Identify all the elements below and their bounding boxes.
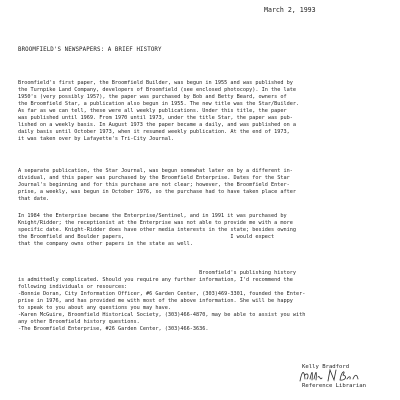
text-line: daily basis until October 1973, when it resumed weekly publication. At the end of 1973, bbox=[18, 129, 290, 135]
text-line: prise, a weekly, was begun in October 1976, so the purchase had to have taken place after bbox=[18, 189, 296, 195]
text-line: that the company owns other papers in the state as well. bbox=[18, 241, 193, 247]
text-line: In 1984 the Enterprise became the Enterprise/Sentinel, and in 1991 it was purchased by bbox=[18, 213, 287, 219]
text-line: the Broomfield Star, a publication also begun in 1955. The new title was the Star/Builder. bbox=[18, 101, 300, 107]
text-line: Broomfield's first paper, the Broomfield Builder, was begun in 1955 and was published by bbox=[18, 80, 293, 86]
text-line: following individuals or resources: bbox=[18, 284, 128, 290]
letter-date: March 2, 1993 bbox=[264, 6, 316, 14]
text-line: the Broomfield and Boulder papers, I would expect bbox=[18, 234, 275, 240]
signature-name: Kelly Bradford bbox=[302, 364, 350, 370]
text-line: -Karen McGuire, Broomfield Historical Society, (303)466-4870, may be able to assist you with bbox=[18, 312, 306, 318]
text-line: specific date. Knight-Ridder does have other media interests in the state; besides owning bbox=[18, 227, 296, 233]
text-line: any other Broomfield history questions. bbox=[18, 319, 140, 325]
text-line: A separate publication, the Star Journal, was begun somewhat later on by a different in- bbox=[18, 168, 293, 174]
text-line: Journal's beginning and for this purchase are not clear; however, the Broomfield Enter- bbox=[18, 182, 290, 188]
text-line: is admittedly complicated. Should you require any further information, I'd recommend the bbox=[18, 277, 293, 283]
text-line: the Turnpike Land Company, developers of Broomfield (see enclosed photocopy). In the late bbox=[18, 87, 296, 93]
paragraph-4 bbox=[18, 270, 386, 333]
text-line: -Bonnie Doran, City Information Officer, #6 Garden Center, (303)469-3301, founded the Enter- bbox=[18, 291, 306, 297]
text-line: As far as we can tell, these were all weekly publications. Under this title, the paper bbox=[18, 108, 287, 114]
text-line: -The Broomfield Enterprise, #26 Garden Center, (303)466-3636. bbox=[18, 326, 209, 332]
paragraph-1 bbox=[18, 80, 386, 143]
text-line: was published until 1969. From 1970 until 1973, under the title Star, the paper was pub- bbox=[18, 115, 293, 121]
text-line: Broomfield's publishing history bbox=[18, 270, 296, 276]
signature-title: Reference Librarian bbox=[302, 383, 366, 389]
text-line: that date. bbox=[18, 196, 50, 202]
letter-heading: BROOMFIELD'S NEWSPAPERS: A BRIEF HISTORY bbox=[18, 47, 162, 53]
text-line: it was taken over by Lafayette's Tri-City Journal. bbox=[18, 136, 175, 142]
text-line: dividual, and this paper was purchased by the Broomfield Enterprise. Dates for the Star bbox=[18, 175, 290, 181]
text-line: 1950's (very possibly 1957), the paper was purchased by Bob and Betty Beard, owners of bbox=[18, 94, 287, 100]
text-line: lished on a weekly basis. In August 1973 the paper became a daily, and was published on a bbox=[18, 122, 296, 128]
text-line: prise in 1976, and has provided me with most of the above information. She will be happy bbox=[18, 298, 293, 304]
paragraph-3 bbox=[18, 213, 386, 248]
text-line: Knight/Ridder; the receptionist at the Enterprise was not able to provide me with a more bbox=[18, 220, 293, 226]
text-line: to speak to you about any questions you may have. bbox=[18, 305, 172, 311]
paragraph-2 bbox=[18, 168, 386, 203]
